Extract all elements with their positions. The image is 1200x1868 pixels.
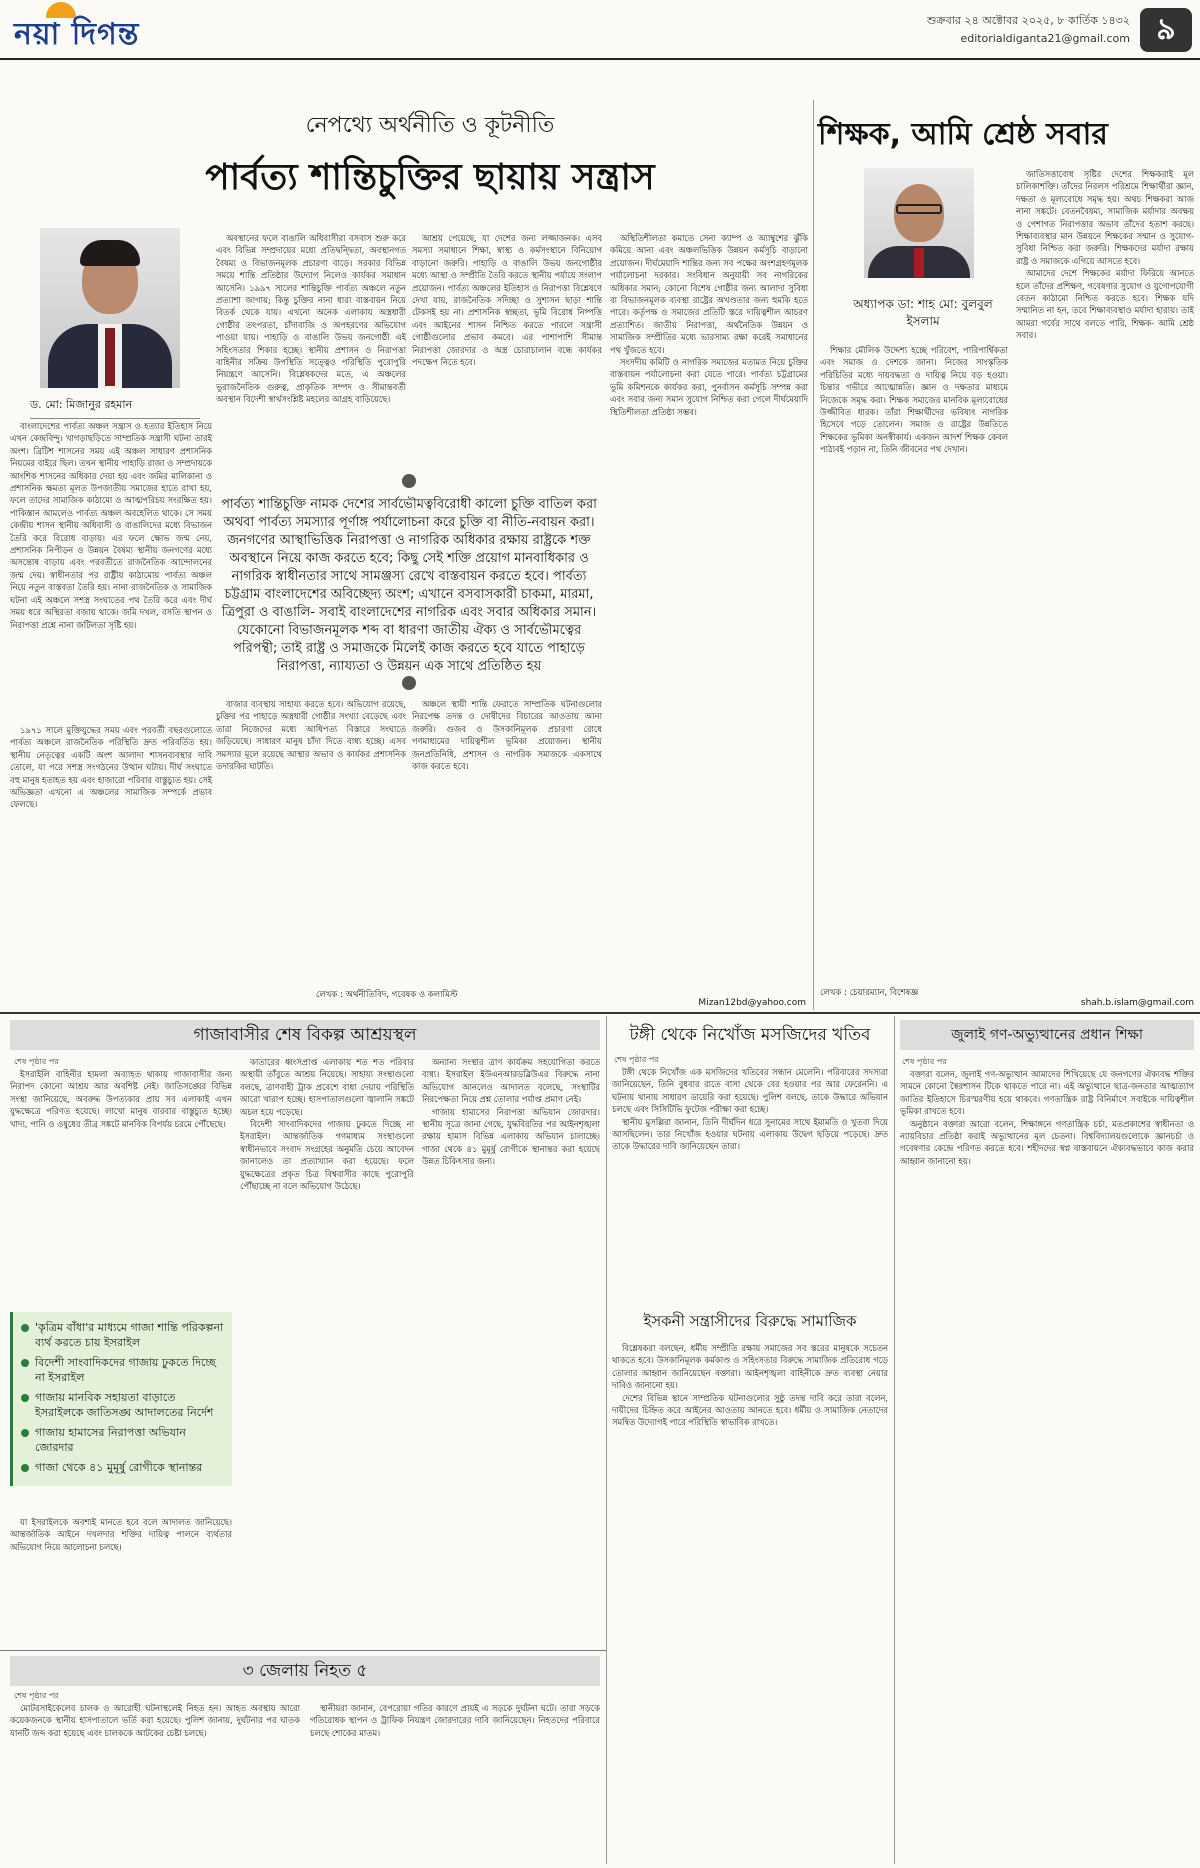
divider-dot-icon bbox=[402, 474, 416, 488]
article-paragraph: ইসরাইলি বাহিনীর হামলা অব্যাহত থাকায় গাজাবাসীর জন্য নিরাপদ কোনো আশ্রয় আর অবশিষ্ট নেই। জাতিসঙ্ঘের বিভিন্ন সংস্থা জানিয়েছে, অবরুদ্ধ উপত্যকার প্রায় সব এলাকাই এখন যুদ্ধক্ষেত্রে পরিণত হয়েছে। লাখো মানুষ বারবার বাস্তুচ্যুত হচ্ছে। খাদ্য, পানি ও ওষুধের তীব্র সঙ্কটে মানবিক বিপর্যয় চরমে পৌঁছেছে। bbox=[10, 1069, 232, 1129]
article-byline: লেখক : অর্থনীতিবিদ, গবেষক ও কলামিস্ট bbox=[316, 990, 458, 1000]
article-headline: ইসকনী সন্ত্রাসীদের বিরুদ্ধে সামাজিক bbox=[643, 1312, 857, 1330]
highlights-box bbox=[10, 1312, 232, 1486]
article-headline: শিক্ষক, আমি শ্রেষ্ঠ সবার bbox=[818, 117, 1108, 152]
article-paragraph: অন্যান্য সংস্থার ত্রাণ কার্যক্রম সহযোগিতা করতে বাধ্য। ইসরাইল ইউএনআরডব্লিউএর বিরুদ্ধে নানা অভিযোগ আনলেও আদালত বলেছে, সংস্থাটির নিরপেক্ষতা নিয়ে প্রশ্ন তোলার পর্যাপ্ত প্রমাণ নেই। bbox=[422, 1057, 600, 1105]
article-paragraph: বিশ্লেষকরা বলছেন, ধর্মীয় সম্প্রীতি রক্ষায় সমাজের সব স্তরের মানুষকে সচেতন থাকতে হবে। উসকানিমূলক কর্মকাণ্ড ও সহিংসতার বিরুদ্ধে সামাজিক প্রতিরোধ গড়ে তোলার আহ্বান জানিয়েছেন বক্তারা। আইনশৃঙ্খলা বাহিনীকে দ্রুত ব্যবস্থা নেয়ার দাবিও জানানো হয়। bbox=[612, 1343, 888, 1391]
article-paragraph: গাজায় হামাসের নিরাপত্তা অভিযান জোরদার। স্থানীয় সূত্রে জানা গেছে, যুদ্ধবিরতির পর আইনশৃঙ্খলা রক্ষায় হামাস বিভিন্ন এলাকায় অভিযান চালাচ্ছে। গাজা থেকে ৪১ মুমূর্ষু রোগীকে স্থানান্তর করা হয়েছে উন্নত চিকিৎসার জন্য। bbox=[422, 1106, 600, 1167]
divider-dot-icon bbox=[402, 676, 416, 690]
continued-label: শেষ পৃষ্ঠার পর bbox=[902, 1057, 947, 1066]
article-paragraph: সংসদীয় কমিটি ও নাগরিক সমাজের মতামত নিয়ে চুক্তির বাস্তবায়ন পর্যালোচনা করা যেতে পারে। পার্বত্য চট্টগ্রামের ভূমি কমিশনকে কার্যকর করা, পুনর্বাসন কর্মসূচি সম্পন্ন করা এবং সবার জন্য সমান সুযোগ নিশ্চিত করা গেলে দীর্ঘমেয়াদি স্থিতিশীলতা প্রতিষ্ঠা সম্ভব। bbox=[610, 357, 808, 417]
highlight-item: গাজা থেকে ৪১ মুমূর্ষু রোগীকে স্থানান্তর bbox=[21, 1460, 224, 1475]
article-paragraph: মোটরসাইকেলের চালক ও আরোহী ঘটনাস্থলেই নিহত হন। আহত অবস্থায় আরো কয়েকজনকে স্থানীয় হাসপাতালে ভর্তি করা হয়েছে। পুলিশ জানায়, দুর্ঘটনার পর ঘাতক যানটি জব্দ করা হয়েছে এবং চালককে আটকের চেষ্টা চলছে। bbox=[10, 1703, 300, 1738]
article-column bbox=[900, 1068, 1194, 1862]
article-author: ড. মো: মিজানুর রহমান bbox=[30, 396, 200, 419]
column-divider bbox=[813, 100, 814, 1010]
article-column bbox=[820, 344, 1008, 980]
article-paragraph: স্থানীয় মুসল্লিরা জানান, তিনি দীর্ঘদিন ধরে সুনামের সাথে ইমামতি ও খুতবা দিয়ে আসছিলেন। তার নিখোঁজ হওয়ার ঘটনায় এলাকায় উদ্বেগ ছড়িয়ে পড়েছে। দ্রুত তাকে উদ্ধারের দাবি জানিয়েছেন তারা। bbox=[612, 1116, 888, 1152]
article-paragraph: অনুষ্ঠানে বক্তারা আরো বলেন, শিক্ষাঙ্গনে গণতান্ত্রিক চর্চা, মতপ্রকাশের স্বাধীনতা ও ন্যায়বিচার প্রতিষ্ঠা করাই অভ্যুত্থানের মূল চেতনা। বিশ্ববিদ্যালয়গুলোকে জ্ঞানচর্চা ও গবেষণার কেন্দ্রে পরিণত করতে হবে। শহীদদের স্বপ্ন বাস্তবায়নে ঐক্যবদ্ধভাবে কাজ করার আহ্বান জানানো হয়। bbox=[900, 1118, 1194, 1166]
article-paragraph: টঙ্গী থেকে নিখোঁজ এক মসজিদের খতিবের সন্ধান মেলেনি। পরিবারের সদস্যরা জানিয়েছেন, তিনি বুধবার রাতে বাসা থেকে বের হওয়ার পর আর ফেরেননি। এ ঘটনায় থানায় সাধারণ ডায়েরি করা হয়েছে। পুলিশ বলছে, তাকে উদ্ধারে অভিযান চলছে এবং সিসিটিভি ফুটেজ পরীক্ষা করা হচ্ছে। bbox=[612, 1067, 888, 1115]
article-paragraph: আমাদের দেশে শিক্ষকের মর্যাদা ফিরিয়ে আনতে হলে তাঁদের প্রশিক্ষণ, গবেষণার সুযোগ ও যুগোপযোগী বেতন কাঠামো নিশ্চিত করতে হবে। শিক্ষক যদি সম্মানিত না হন, তবে শিক্ষাব্যবস্থাও মর্যাদা হারায়। তাই আমরা গর্বের সাথে বলতে পারি, শিক্ষক- আমি শ্রেষ্ঠ সবার। bbox=[1016, 268, 1194, 341]
article-column bbox=[610, 232, 808, 984]
column-divider bbox=[606, 1016, 607, 1864]
newspaper-logo[interactable]: নয়া দিগন্ত bbox=[14, 17, 140, 52]
section-divider bbox=[0, 1012, 1200, 1014]
continued-label: শেষ পৃষ্ঠার পর bbox=[14, 1691, 59, 1700]
article-paragraph: ১৯৭১ সালে মুক্তিযুদ্ধের সময় এবং পরবর্তী বছরগুলোতে পার্বত্য অঞ্চলে রাজনৈতিক পরিস্থিতি দ্রুত পরিবর্তিত হয়। স্থানীয় নেতৃত্বের একটি অংশ আলাদা শাসনব্যবস্থার দাবি তোলে, যা পরে সশস্ত্র সংগঠনের উত্থান ঘটায়। দীর্ঘ সংঘাতে বহু মানুষ হতাহত হয় এবং হাজারো পরিবার বাস্তুচ্যুত হয়। সেই অভিজ্ঞতা এখনো এ অঞ্চলের সামাজিক সম্পর্কে প্রভাব ফেলছে। bbox=[10, 725, 212, 810]
article-paragraph: দেশের বিভিন্ন স্থানে সাম্প্রতিক ঘটনাগুলোর সুষ্ঠু তদন্ত দাবি করে তারা বলেন, দায়ীদের চিহ্নিত করে আইনের আওতায় আনতে হবে। ধর্মীয় ও সামাজিক নেতাদের সমন্বিত উদ্যোগই পারে পরিস্থিতি স্বাভাবিক রাখতে। bbox=[612, 1392, 888, 1428]
article-column bbox=[412, 698, 602, 984]
article-paragraph: বাংলাদেশের পার্বত্য অঞ্চল সন্ত্রাস ও হত্যার ইতিহাস নিয়ে এখন কেন্দ্রবিন্দু। খাগড়াছড়িতে সাম্প্রতিক সন্ত্রাসী ঘটনা তারই অংশ। ব্রিটিশ শাসনের সময় এই অঞ্চল সাধারণ প্রশাসনিক নিয়মের বাইরে ছিল। তখন স্থানীয় পাহাড়ি রাজা ও সম্প্রদায়কে আংশিক শাসনের অধিকার দেয়া হয় এবং জমির মালিকানা ও প্রশাসনিক ক্ষমতা মূলত উপজাতীয় সমাজের হাতে রাখা হয়, ফলে তাদের সামাজিক কাঠামো ও আত্মপরিচয় সংরক্ষিত হয়। পাকিস্তান আমলেও পার্বত্য অঞ্চল অবহেলিত থাকে। সে সময় কেন্দ্রীয় শাসন স্থানীয় অধিবাসী ও বাঙালিদের মধ্যে বিভাজন তৈরি করে বিরোধ বাড়ায়। এর ফলে ক্ষোভ জন্ম নেয়, প্রশাসনিক নিপীড়ন ও উন্নয়ন বৈষম্য স্থানীয় জনগণের মধ্যে অসন্তোষ বাড়ায় এবং পরবর্তীতে রাজনৈতিক আন্দোলনের জন্ম দেয়। স্বাধীনতার পর রাষ্ট্রীয় কাঠামোয় পার্বত্য অঞ্চল নিয়ে নতুন বাস্তবতা তৈরি হয়। নানা রাজনৈতিক ও সামাজিক ঘটনা এই অঞ্চলে সশস্ত্র সংঘাতের পথ তৈরি করে এবং দীর্ঘ সময় ধরে অস্থিরতা বজায় থাকে। জমি দখল, বসতি স্থাপন ও নিরাপত্তা প্রশ্নে নানা জটিলতা সৃষ্টি হয়। bbox=[10, 421, 212, 630]
article-kicker: নেপথ্যে অর্থনীতি ও কূটনীতি bbox=[305, 113, 555, 138]
article-column bbox=[612, 1066, 888, 1302]
highlight-item: বিদেশী সাংবাদিকদের গাজায় ঢুকতে দিচ্ছে না ইসরাইল bbox=[21, 1355, 224, 1385]
article-headline: গাজাবাসীর শেষ বিকল্প আশ্রয়স্থল bbox=[10, 1020, 600, 1050]
article-column bbox=[310, 1702, 600, 1862]
article-paragraph: বিদেশী সাংবাদিকদের গাজায় ঢুকতে দিচ্ছে না ইসরাইল। আন্তর্জাতিক গণমাধ্যম সংস্থাগুলো স্বাধীনভাবে সংবাদ সংগ্রহের অনুমতি চেয়ে আবেদন জানালেও তা প্রত্যাখ্যান করা হয়েছে। ফলে যুদ্ধক্ষেত্রের প্রকৃত চিত্র বিশ্ববাসীর কাছে পুরোপুরি পৌঁছাচ্ছে না বলে অভিযোগ উঠেছে। bbox=[240, 1119, 414, 1192]
highlight-item: 'কৃত্রিম বাঁধা'র মাধ্যমে গাজা শান্তি পরিকল্পনা ব্যর্থ করতে চায় ইসরাইল bbox=[21, 1320, 224, 1350]
issue-date: শুক্রবার ২৪ অক্টোবর ২০২৫, ৮ কার্তিক ১৪৩২ bbox=[926, 14, 1130, 27]
article-column bbox=[412, 232, 602, 468]
article-column bbox=[1016, 168, 1194, 980]
article-column bbox=[240, 1056, 414, 1642]
page-number-badge: ৯ bbox=[1140, 8, 1192, 52]
article-column bbox=[422, 1056, 600, 1642]
article-paragraph: শিক্ষার মৌলিক উদ্দেশ্য হচ্ছে পরিবেশ, পারিপার্শ্বিকতা এবং সমাজ ও দেশকে জানা। নিজের সাংস্কৃতিক পরিচিতির মধ্যে দায়বদ্ধতা ও দায়িত্ব নিয়ে বড় হওয়া। চিন্তার গভীরে আত্মোন্নতি। জ্ঞান ও দক্ষতার মাধ্যমে নিজেকে সমৃদ্ধ করা। শিক্ষক সমাজের মানবিক মূল্যবোধের উজ্জীবিত ধারক। তাঁরা শিক্ষার্থীদের ভবিষ্যৎ নাগরিক হিসেবে গড়ে তোলেন। সমাজ ও রাষ্ট্রের উন্নতিতে শিক্ষকের ভূমিকা অনস্বীকার্য। একজন আদর্শ শিক্ষক কেবল পাঠ্যবই পড়ান না, তিনি জীবনের পথ দেখান। bbox=[820, 345, 1008, 455]
article-headline: জুলাই গণ-অভ্যুত্থানের প্রধান শিক্ষা bbox=[900, 1020, 1194, 1050]
article-column bbox=[10, 724, 212, 986]
article-byline: লেখক : চেয়ারম্যান, বিশেষজ্ঞ bbox=[820, 988, 919, 998]
masthead bbox=[0, 0, 1200, 60]
article-column bbox=[10, 1068, 232, 1306]
highlight-item: গাজায় হামাসের নিরাপত্তা অভিযান জোরদার bbox=[21, 1425, 224, 1455]
author-email[interactable]: Mizan12bd@yahoo.com bbox=[698, 998, 806, 1008]
article-paragraph: স্থানীয়রা জানান, বেপরোয়া গতির কারণে প্রায়ই এ সড়কে দুর্ঘটনা ঘটে। তারা সড়কে গতিরোধক স্থাপন ও ট্রাফিক নিয়ন্ত্রণ জোরদারের দাবি জানিয়েছেন। নিহতদের পরিবারে চলছে শোকের মাতম। bbox=[310, 1703, 600, 1738]
author-photo bbox=[40, 228, 180, 388]
article-column bbox=[216, 698, 406, 984]
author-photo bbox=[864, 168, 974, 278]
article-paragraph: বাজার ব্যবস্থায় সাহায্য করতে হবে। অভিযোগ রয়েছে, চুক্তির পর পাহাড়ে অস্ত্রধারী গোষ্ঠীর সংখ্যা বেড়েছে এবং তারা নিজেদের মধ্যে আধিপত্য বিস্তারে সংঘাতে জড়িয়েছে। সাধারণ মানুষ চাঁদা দিতে বাধ্য হচ্ছে। এসব সমস্যার মূলে রয়েছে আস্থার অভাব ও কার্যকর প্রশাসনিক তদারকির ঘাটতি। bbox=[216, 699, 406, 772]
highlight-item: গাজায় মানবিক সহায়তা বাড়াতে ইসরাইলকে জাতিসঙ্ঘ আদালতের নির্দেশ bbox=[21, 1390, 224, 1420]
article-paragraph: অস্থিতিশীলতা কমাতে সেনা ক্যাম্প ও অ্যাম্বুশের ঝুঁকি কমিয়ে আনা এবং অঞ্চলভিত্তিক উন্নয়ন কর্মসূচি বাড়ানো প্রয়োজন। দীর্ঘমেয়াদি শান্তির জন্য সব পক্ষের অংশগ্রহণমূলক পর্যালোচনা দরকার। সংবিধান অনুযায়ী সব নাগরিকের অধিকার সমান; কোনো বিশেষ গোষ্ঠীর জন্য আলাদা সুবিধা বা বিভাজনমূলক ব্যবস্থা রাষ্ট্রের অখণ্ডতার জন্য হুমকি হতে পারে। কর্তৃপক্ষ ও সমাজের প্রতিটি স্তরে দায়িত্বশীল আচরণ প্রত্যাশিত। জাতীয় নিরাপত্তা, অর্থনৈতিক উন্নয়ন ও সামাজিক সম্প্রীতির মধ্যে ভারসাম্য রক্ষা করেই সমাধানের পথ খুঁজতে হবে। bbox=[610, 233, 808, 355]
article-paragraph: কাতারের ধ্বংসপ্রাপ্ত এলাকায় শত শত পরিবার অস্থায়ী তাঁবুতে আশ্রয় নিয়েছে। সাহায্য সংস্থাগুলো বলছে, ত্রাণবাহী ট্রাক প্রবেশে বাধা দেয়ায় পরিস্থিতি আরো খারাপ হচ্ছে। হাসপাতালগুলো জ্বালানি সঙ্কটে অচল হয়ে পড়েছে। bbox=[240, 1057, 414, 1117]
article-paragraph: অবস্থানের ফলে বাঙালি অধিবাসীরা বসবাস শুরু করে এবং বিভিন্ন সম্প্রদায়ের মধ্যে প্রতিদ্বন্দ্বিতা, অবস্থানগত বৈষম্য ও বিভাজনমূলক প্রচারণা বাড়ে। সরকার বিভিন্ন সময়ে শান্তি প্রতিষ্ঠার উদ্যোগ নিলেও কার্যকর সমাধান আসেনি। ১৯৯৭ সালের শান্তিচুক্তি পার্বত্য অঞ্চলে নতুন প্রত্যাশা জাগায়; কিন্তু চুক্তির নানা ধারা বাস্তবায়ন নিয়ে বিতর্ক থেকে যায়। এখনো অনেক এলাকায় অস্ত্রধারী গোষ্ঠীর তৎপরতা, চাঁদাবাজি ও অপহরণের অভিযোগ পাওয়া যায়। পাহাড়ি ও বাঙালি উভয় জনগোষ্ঠী এই সহিংসতার শিকার হচ্ছে। স্থানীয় প্রশাসন ও নিরাপত্তা বাহিনীর সক্রিয় উপস্থিতি সত্ত্বেও পরিস্থিতি পুরোপুরি নিয়ন্ত্রণে আসেনি। বিশ্লেষকদের মতে, এ অঞ্চলের ভূরাজনৈতিক গুরুত্ব, প্রাকৃতিক সম্পদ ও সীমান্তবর্তী অবস্থান বিদেশী স্বার্থসংশ্লিষ্ট মহলের আগ্রহ বাড়িয়েছে। bbox=[216, 233, 406, 405]
continued-label: শেষ পৃষ্ঠার পর bbox=[614, 1055, 659, 1064]
article-paragraph: বক্তারা বলেন, জুলাই গণ-অভ্যুত্থান আমাদের শিখিয়েছে যে জনগণের ঐক্যবদ্ধ শক্তির সামনে কোনো স্বৈরশাসন টিকে থাকতে পারে না। এই অভ্যুত্থানে ছাত্র-জনতার আত্মত্যাগ জাতির ইতিহাসে চিরস্মরণীয় হয়ে থাকবে। গণতান্ত্রিক রাষ্ট্র বিনির্মাণে সবাইকে দায়িত্বশীল ভূমিকা রাখতে হবে। bbox=[900, 1069, 1194, 1117]
article-headline: টঙ্গী থেকে নিখোঁজ মসজিদের খতিব bbox=[629, 1025, 871, 1045]
continued-label: শেষ পৃষ্ঠার পর bbox=[14, 1057, 59, 1066]
article-author: অধ্যাপক ডা: শাহ মো: বুলবুল ইসলাম bbox=[853, 297, 993, 328]
article-paragraph: অঞ্চলে স্থায়ী শান্তি ফেরাতে সাম্প্রতিক ঘটনাগুলোর নিরপেক্ষ তদন্ত ও দোষীদের বিচারের আওতায় আনা জরুরি। গুজব ও উসকানিমূলক প্রচারণা রোধে গণমাধ্যমের দায়িত্বশীল ভূমিকা প্রয়োজন। স্থানীয় জনপ্রতিনিধি, প্রশাসন ও নাগরিক সমাজকে একসাথে কাজ করতে হবে। bbox=[412, 699, 602, 772]
article-column bbox=[10, 420, 212, 720]
article-headline: ৩ জেলায় নিহত ৫ bbox=[10, 1656, 600, 1686]
author-email[interactable]: shah.b.islam@gmail.com bbox=[1080, 998, 1194, 1008]
column-divider bbox=[894, 1016, 895, 1864]
article-column bbox=[612, 1342, 888, 1862]
editorial-email[interactable]: editorialdiganta21@gmail.com bbox=[960, 32, 1130, 45]
article-paragraph: যা ইসরাইলকে অবশ্যই মানতে হবে বলে আদালত জানিয়েছে। আন্তর্জাতিক আইনে দখলদার শক্তির দায়িত্ব পালনে ব্যর্থতার অভিযোগ নিয়ে আলোচনা চলছে। bbox=[10, 1517, 232, 1552]
article-column bbox=[10, 1516, 232, 1642]
pull-quote: পার্বত্য শান্তিচুক্তি নামক দেশের সার্বভৌমত্ববিরোধী কালো চুক্তি বাতিল করা অথবা পার্বত্য সমস্যার পূর্ণাঙ্গ পর্যালোচনা করে চুক্তি বা নীতি-নবায়ন করা। জনগণের আস্থাভিত্তিক নিরাপত্তা ও নাগরিক অধিকার রক্ষায় রাষ্ট্রকে শক্ত অবস্থানে নিয়ে কাজ করতে হবে; কিছু সেই শক্তি প্রয়োগ মানবাধিকার ও নাগরিক স্বাধীনতার সাথে সামঞ্জস্য রেখে বাস্তবায়ন করতে হবে। পার্বত্য চট্টগ্রাম বাংলাদেশের অবিচ্ছেদ্য অংশ; এখানে বসবাসকারী চাকমা, মারমা, ত্রিপুরা ও বাঙালি- সবাই বাংলাদেশের নাগরিক এবং সবার অধিকার সমান। যেকোনো বিভাজনমূলক শব্দ বা ধারণা জাতীয় ঐক্য ও সার্বভৌমত্বের পরিপন্থী; তাই রাষ্ট্র ও সমাজকে মিলেই কাজ করতে হবে যাতে পাহাড়ে নিরাপত্তা, ন্যায্যতা ও উন্নয়ন এক সাথে প্রতিষ্ঠিত হয় bbox=[221, 497, 597, 674]
section-divider bbox=[0, 1650, 606, 1651]
article-paragraph: আশ্রয় পেয়েছে, যা দেশের জন্য লজ্জাজনক। এসব সমস্যা সমাধানে শিক্ষা, স্বাস্থ্য ও কর্মসংস্থানে বিনিয়োগ বাড়ানো জরুরি। পাহাড়ি ও বাঙালি উভয় জনগোষ্ঠীর মধ্যে আস্থা ও সম্প্রীতি তৈরি করতে স্থানীয় পর্যায়ে সংলাপ প্রয়োজন। পার্বত্য অঞ্চলের ইতিহাস ও নিরাপত্তা বিশ্লেষণে দেখা যায়, রাজনৈতিক সদিচ্ছা ও সুশাসন ছাড়া শান্তি টেকসই হয় না। প্রশাসনিক স্বচ্ছতা, ভূমি বিরোধ নিষ্পত্তি এবং আইনের শাসন নিশ্চিত করতে পারলে সন্ত্রাসী গোষ্ঠীগুলোর প্রভাব কমবে। এর পাশাপাশি সীমান্ত নিরাপত্তা জোরদার ও অস্ত্র চোরাচালান বন্ধে কার্যকর পদক্ষেপ নিতে হবে। bbox=[412, 233, 602, 368]
article-column bbox=[216, 232, 406, 482]
article-paragraph: জাতিসত্তাবোধ সৃষ্টির দেশের শিক্ষকরাই মূল চালিকাশক্তি। তাঁদের নিরলস পরিশ্রমে শিক্ষার্থীরা জ্ঞান, দক্ষতা ও মূল্যবোধে সমৃদ্ধ হয়। অথচ শিক্ষকরা আজ নানা সঙ্কটে। বেতনবৈষম্য, সামাজিক মর্যাদার অবক্ষয় ও পেশাগত নিরাপত্তার অভাব তাঁদের হতাশ করছে। শিক্ষাব্যবস্থার মান উন্নয়নে শিক্ষকের সম্মান ও সুযোগ-সুবিধা নিশ্চিত করা জরুরি। শিক্ষকদের মর্যাদা রক্ষায় রাষ্ট্র ও সমাজকে এগিয়ে আসতে হবে। bbox=[1016, 169, 1194, 266]
article-column bbox=[10, 1702, 300, 1862]
article-headline: পার্বত্য শান্তিচুক্তির ছায়ায় সন্ত্রাস bbox=[205, 157, 655, 198]
